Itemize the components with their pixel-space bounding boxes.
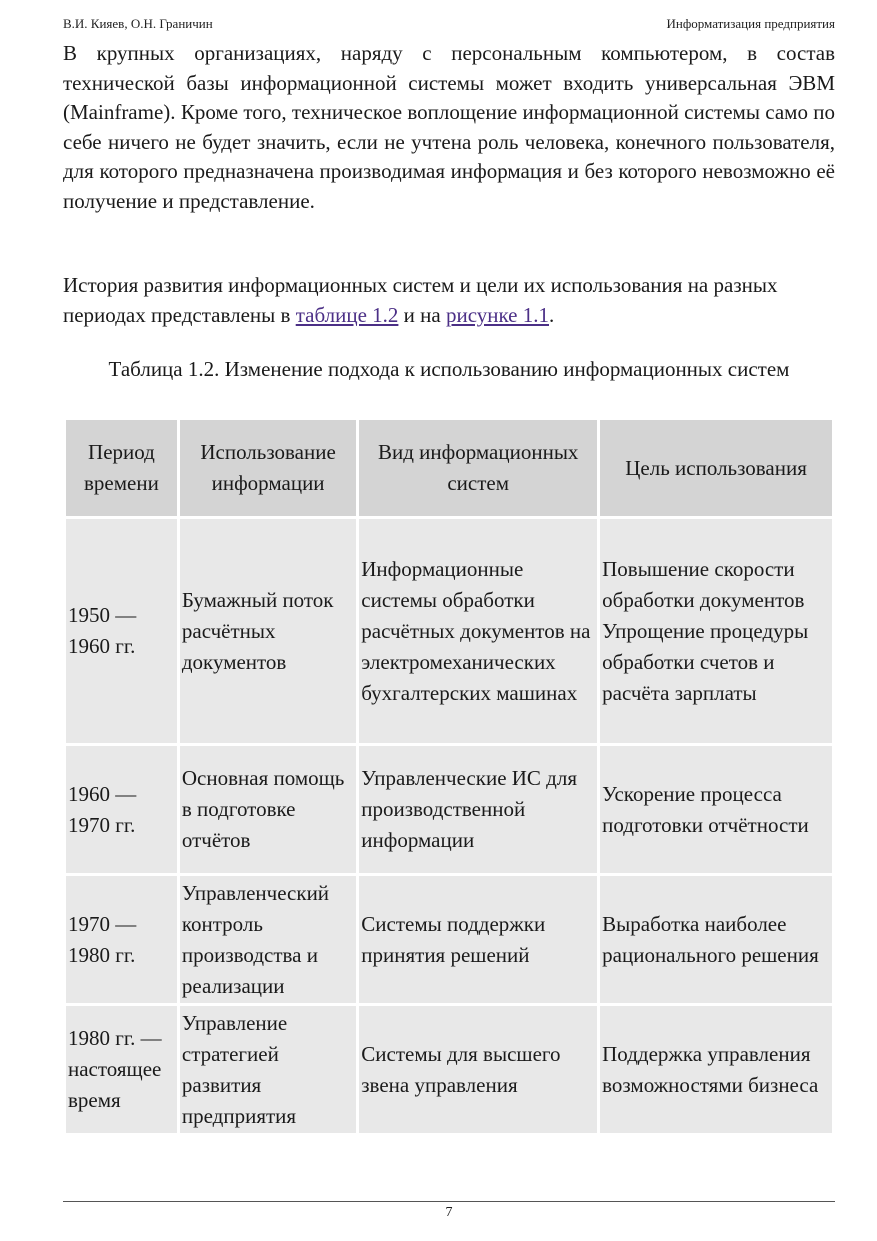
cell-goal: Ускорение процесса подготовки отчётности	[600, 746, 832, 873]
cell-usage: Управленческий контроль производства и реализации	[180, 876, 356, 1003]
header-system-type: Вид информационных систем	[359, 420, 597, 516]
cell-goal: Повышение скорости обработки документов Упрощение процедуры обработки счетов и расчёта зарплаты	[600, 519, 832, 743]
table-reference-link[interactable]: таблице 1.2	[295, 302, 399, 327]
history-table	[63, 417, 835, 1136]
cell-period: 1970 — 1980 гг.	[66, 876, 177, 1003]
cell-system-type: Информационные системы обработки расчётных документов на электромеханических бухгалтерских машинах	[359, 519, 597, 743]
cell-usage: Бумажный поток расчётных документов	[180, 519, 356, 743]
paragraph-2-text-start: История развития информационных систем и цели их использования на разных периодах представлены в	[63, 273, 778, 327]
header-period: Период времени	[66, 420, 177, 516]
cell-goal: Выработка наиболее рационального решения	[600, 876, 832, 1003]
running-header	[63, 16, 835, 36]
cell-usage: Основная помощь в подготовке отчётов	[180, 746, 356, 873]
table-caption: Таблица 1.2. Изменение подхода к использованию информационных систем	[108, 357, 790, 381]
body-paragraph-2	[63, 271, 835, 330]
cell-system-type: Управленческие ИС для производственной информации	[359, 746, 597, 873]
table-row	[66, 746, 832, 873]
figure-reference-link[interactable]: рисунке 1.1	[445, 302, 549, 327]
cell-period: 1950 — 1960 гг.	[66, 519, 177, 743]
body-paragraph-1: В крупных организациях, наряду с персональным компьютером, в состав технической базы информационной системы может входить универсальная ЭВМ (Mainframe). Кроме того, техническое воплощение информационной системы само по себе ничего не будет значить, если не учтена роль человека, конечного пользователя, для которого предназначена производимая информация и без которого невозможно её получение и представление.	[63, 41, 835, 213]
table-row	[66, 1006, 832, 1133]
paragraph-2-text-mid: и на	[398, 302, 446, 327]
cell-usage: Управление стратегией развития предприятия	[180, 1006, 356, 1133]
table-header-row	[66, 420, 832, 516]
paragraph-2-text-end: .	[549, 302, 555, 327]
header-authors: В.И. Кияев, О.Н. Граничин	[63, 16, 213, 31]
cell-period: 1980 гг. — настоящее время	[66, 1006, 177, 1133]
page-number: 7	[445, 1205, 453, 1220]
cell-period: 1960 — 1970 гг.	[66, 746, 177, 873]
table-row	[66, 876, 832, 1003]
cell-goal: Поддержка управления возможностями бизнеса	[600, 1006, 832, 1133]
header-usage: Использование информации	[180, 420, 356, 516]
header-book-title: Информатизация предприятия	[666, 16, 835, 31]
cell-system-type: Системы для высшего звена управления	[359, 1006, 597, 1133]
table-row	[66, 519, 832, 743]
header-goal: Цель использования	[600, 420, 832, 516]
footer-divider	[63, 1201, 835, 1202]
cell-system-type: Системы поддержки принятия решений	[359, 876, 597, 1003]
